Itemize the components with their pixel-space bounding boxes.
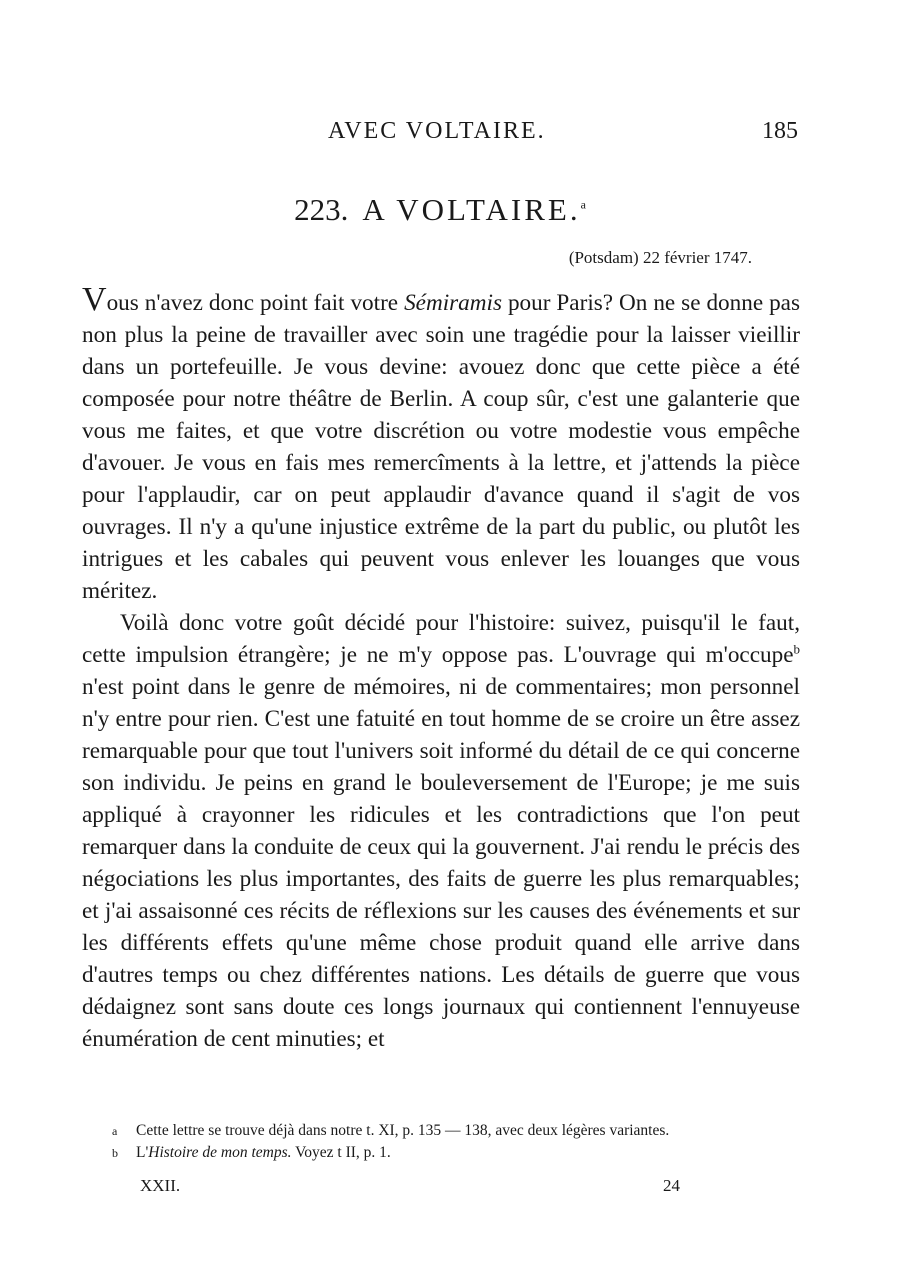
footnote-b-mark: b xyxy=(112,1146,118,1160)
paragraph-2-rest: n'est point dans le genre de mémoires, ni de commentaires; mon personnel n'y entre pour rien. C'est une fatuité en tout homme de se croire un être assez remarquable pour que tout l'univers soit informé du détail de ce qui concerne son individu. Je peins en grand le bouleversement de l'Europe; je me suis appliqué à crayonner les ridicules et les contradictions que l'on peut remarquer dans la conduite de ceux qui la gouvernent. J'ai rendu le précis des négociations les plus importantes, des faits de guerre les plus remarquables; et j'ai assaisonné ces récits de réflexions sur les causes des événements et sur les différents effets qu'une même chose produit quand elle arrive dans d'autres temps ou chez différentes nations. Les détails de guerre que vous dédaignez sont sans doute ces longs journaux qui contiennent l'ennuyeuse énumération de cent minuties; et xyxy=(82,674,800,1052)
running-title: AVEC VOLTAIRE. xyxy=(328,118,546,144)
footnote-b-title: Histoire de mon temps. xyxy=(148,1144,292,1161)
paragraph-1 xyxy=(82,281,801,607)
running-head xyxy=(80,118,800,152)
work-title-semiramis: Sémiramis xyxy=(404,290,502,316)
footnotes xyxy=(112,1120,802,1164)
letter-heading xyxy=(80,192,800,228)
letter-body xyxy=(82,281,801,1055)
footnote-b xyxy=(112,1142,802,1164)
signature-line xyxy=(140,1176,680,1200)
footnote-ref-b: b xyxy=(793,641,800,657)
footnote-b-content xyxy=(136,1142,391,1164)
page-number: 185 xyxy=(762,118,798,144)
dateline: (Potsdam) 22 février 1747. xyxy=(568,248,752,267)
volume-mark: XXII. xyxy=(140,1176,181,1195)
footnote-a xyxy=(112,1120,802,1142)
drop-cap: V xyxy=(82,281,107,318)
paragraph-1-rest: pour Paris? On ne se donne pas non plus la peine de travailler avec soin une tragédie pour la laisser vieillir dans un portefeuille. Je vous devine: avouez donc que cette pièce a été composée pour notre théâtre de Berlin. A coup sûr, c'est une galanterie que vous me faites, et que votre discrétion ou votre modestie vous empêche d'avouer. Je vous en fais mes remercîments à la lettre, et j'attends la pièce pour l'applaudir, car on peut applaudir d'avance quand il s'agit de vos ouvrages. Il n'y a qu'une injustice extrême de la part du public, ou plutôt les intrigues et les cabales qui peuvent vous enlever les louanges que vous méritez. xyxy=(82,290,801,604)
paragraph-2-start: Voilà donc votre goût décidé pour l'histoire: suivez, puisqu'il le faut, cette impulsion étrangère; je ne m'y oppose pas. L'ouvrage qui m'occupe xyxy=(82,610,800,668)
footnote-b-prefix: L' xyxy=(136,1144,149,1161)
letter-number: 223. xyxy=(294,192,349,227)
footnote-ref-a: a xyxy=(580,197,586,212)
letter-title: A VOLTAIRE. xyxy=(362,192,581,227)
footnote-b-rest: Voyez t II, p. 1. xyxy=(291,1144,391,1161)
footnote-a-mark: a xyxy=(112,1124,118,1138)
paragraph-2 xyxy=(82,607,800,1055)
sheet-signature: 24 xyxy=(663,1176,680,1195)
paragraph-1-intro: ous n'avez donc point fait votre xyxy=(106,290,405,316)
footnote-a-text: Cette lettre se trouve déjà dans notre t. XI, p. 135 — 138, avec deux légères variantes. xyxy=(136,1122,670,1139)
